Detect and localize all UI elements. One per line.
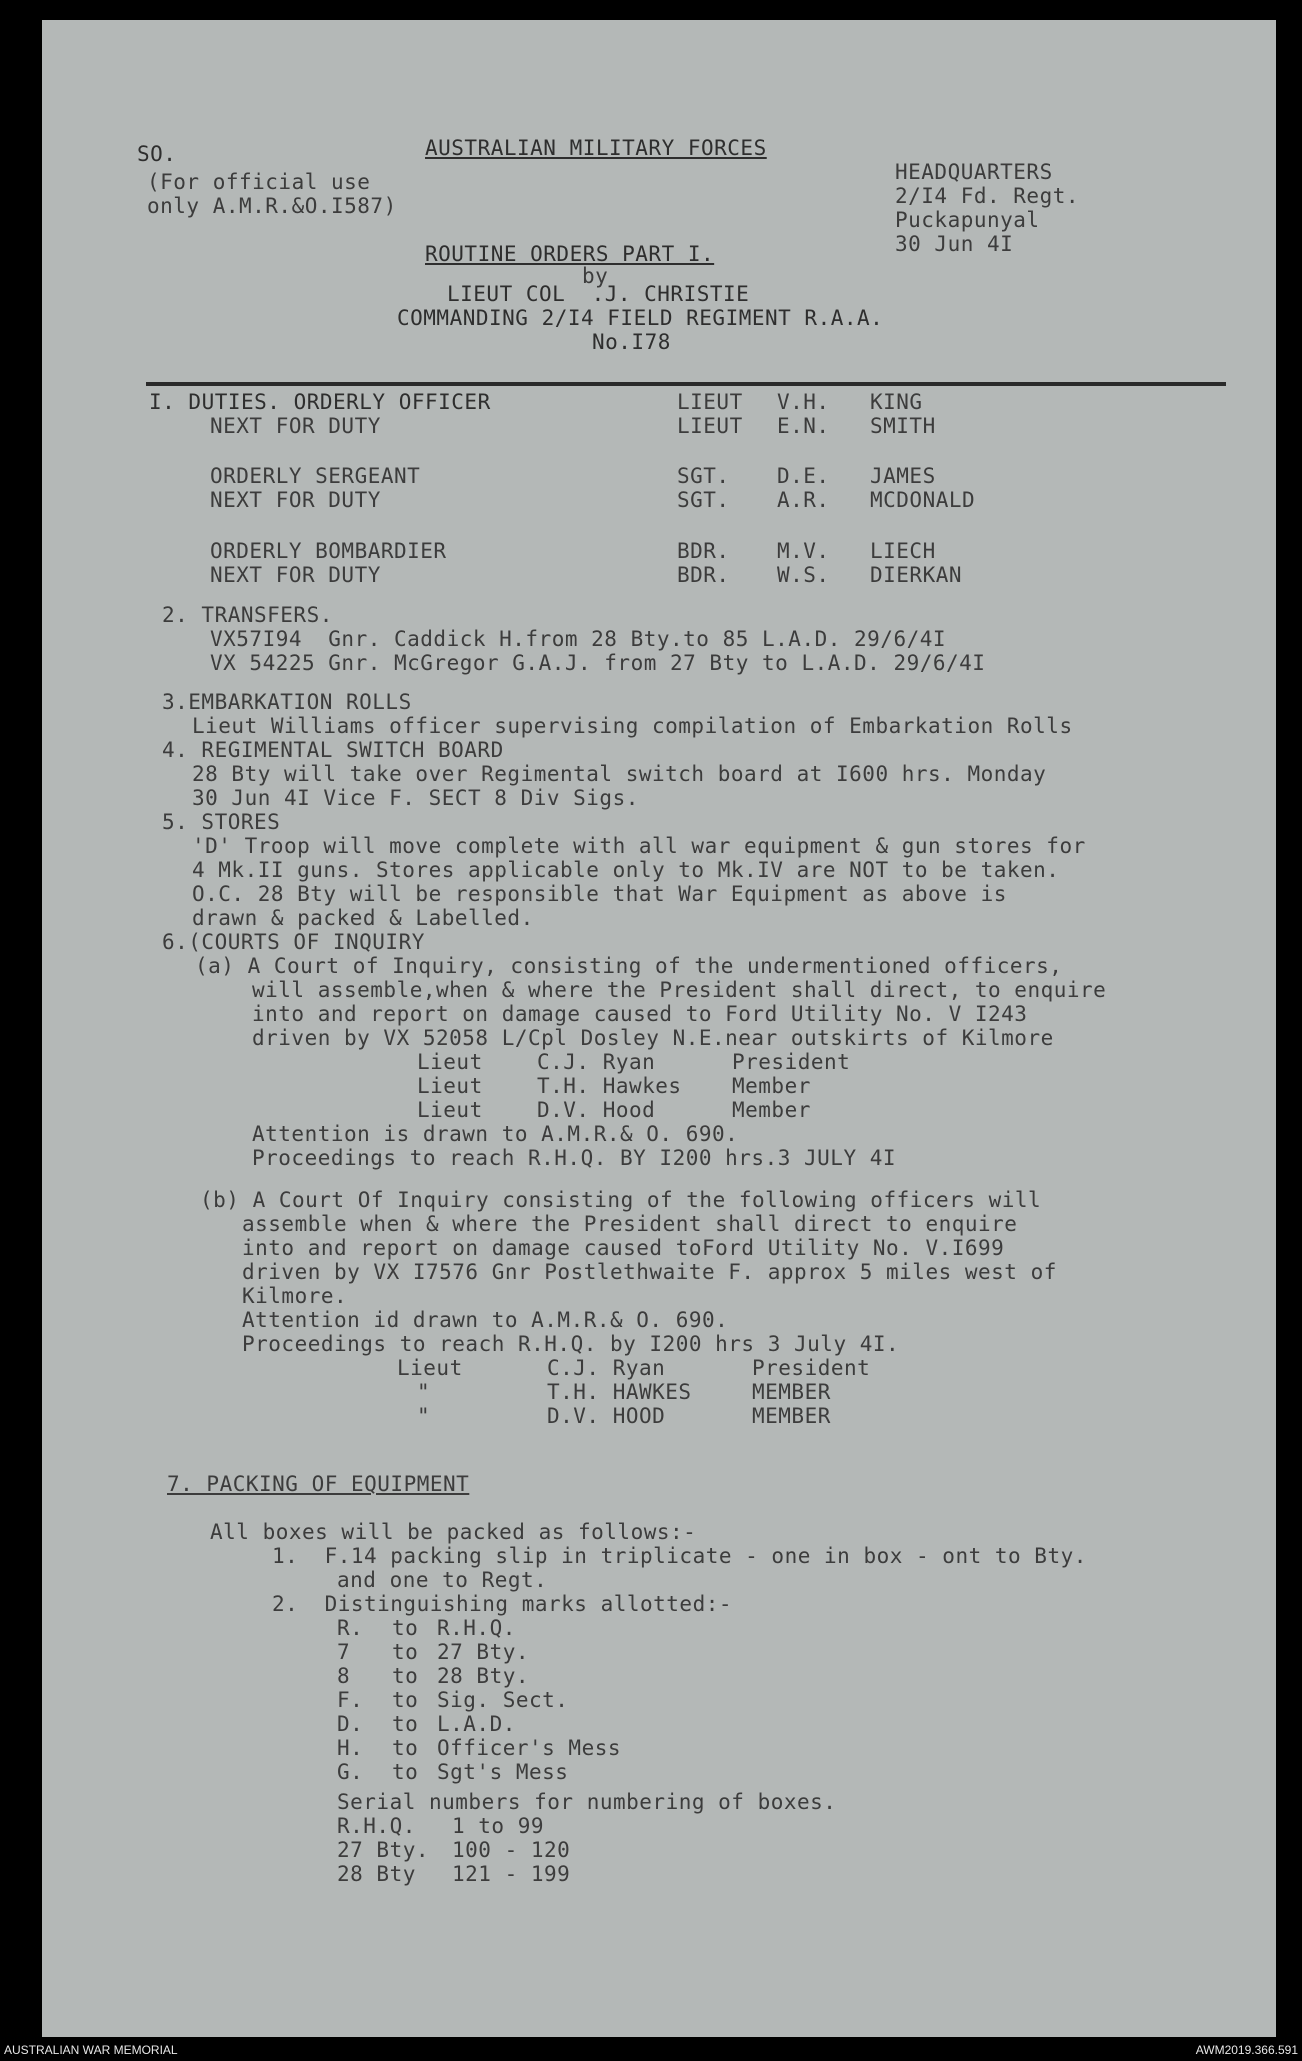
duty-name: SMITH — [870, 414, 936, 438]
section-5-heading: 5. STORES — [162, 810, 281, 834]
mark-code: D. — [337, 1712, 364, 1736]
mark-target: L.A.D. — [437, 1712, 516, 1736]
mark-target: Sgt's Mess — [437, 1760, 569, 1784]
hq-line-1: HEADQUARTERS — [895, 160, 1053, 184]
inquiry-a-text: will assemble,when & where the President shall direct, to enquire — [252, 978, 1107, 1002]
duty-name: LIECH — [870, 539, 936, 563]
member-rank: " — [417, 1380, 431, 1404]
transfer-line: VX 54225 Gnr. McGregor G.A.J. from 27 Bty to L.A.D. 29/6/4I — [210, 651, 986, 675]
section-7-intro: All boxes will be packed as follows:- — [210, 1520, 697, 1544]
mark-to: to — [392, 1688, 419, 1712]
serial-range: 1 to 99 — [452, 1814, 545, 1838]
member-name: C.J. Ryan — [537, 1050, 656, 1074]
serial-range: 100 - 120 — [452, 1838, 571, 1862]
packing-item-2: 2. Distinguishing marks allotted:- — [272, 1592, 733, 1616]
member-role: MEMBER — [752, 1404, 831, 1428]
section-4-heading: 4. REGIMENTAL SWITCH BOARD — [162, 738, 504, 762]
mark-to: to — [392, 1736, 419, 1760]
inquiry-b-text: Proceedings to reach R.H.Q. by I200 hrs 3 July 4I. — [242, 1332, 900, 1356]
member-name: C.J. Ryan — [547, 1356, 666, 1380]
member-name: T.H. HAWKES — [547, 1380, 692, 1404]
member-role: President — [752, 1356, 871, 1380]
member-rank: " — [417, 1404, 431, 1428]
duty-name: DIERKAN — [870, 563, 963, 587]
section-4-text: 28 Bty will take over Regimental switch board at I600 hrs. Monday — [192, 762, 1047, 786]
duty-initials: W.S. — [777, 563, 830, 587]
mark-code: F. — [337, 1688, 364, 1712]
serial-range: 121 - 199 — [452, 1862, 571, 1886]
inquiry-b-text: Kilmore. — [242, 1284, 348, 1308]
inquiry-a-text: (a) A Court of Inquiry, consisting of the undermentioned officers, — [195, 954, 1063, 978]
mark-to: to — [392, 1712, 419, 1736]
mark-to: to — [392, 1760, 419, 1784]
inquiry-a-text: Proceedings to reach R.H.Q. BY I200 hrs.3 JULY 4I — [252, 1146, 897, 1170]
member-name: D.V. Hood — [537, 1098, 656, 1122]
hq-line-3: Puckapunyal — [895, 208, 1040, 232]
archive-caption: AUSTRALIAN WAR MEMORIAL — [4, 2043, 178, 2057]
mark-code: G. — [337, 1760, 364, 1784]
member-role: Member — [732, 1074, 811, 1098]
official-use-line-2: only A.M.R.&O.I587) — [147, 194, 397, 218]
inquiry-b-text: driven by VX I7576 Gnr Postlethwaite F. approx 5 miles west of — [242, 1260, 1057, 1284]
section-2-heading: 2. TRANSFERS. — [162, 603, 333, 627]
mark-target: 28 Bty. — [437, 1664, 530, 1688]
serial-unit: R.H.Q. — [337, 1814, 416, 1838]
inquiry-b-text: Attention id drawn to A.M.R.& O. 690. — [242, 1308, 729, 1332]
serial-unit: 27 Bty. — [337, 1838, 430, 1862]
commanding-line: COMMANDING 2/I4 FIELD REGIMENT R.A.A. — [397, 306, 884, 330]
by-line: by — [582, 264, 609, 288]
member-name: D.V. HOOD — [547, 1404, 666, 1428]
member-role: MEMBER — [752, 1380, 831, 1404]
section-5-text: 'D' Troop will move complete with all war equipment & gun stores for — [192, 834, 1086, 858]
serial-unit: 28 Bty — [337, 1862, 416, 1886]
duty-name: MCDONALD — [870, 488, 976, 512]
packing-item-1: 1. F.14 packing slip in triplicate - one in box - ont to Bty. — [272, 1544, 1087, 1568]
mark-code: 8 — [337, 1664, 351, 1688]
duty-initials: E.N. — [777, 414, 830, 438]
member-role: Member — [732, 1098, 811, 1122]
document-title: ROUTINE ORDERS PART I. — [425, 242, 715, 266]
duty-rank: SGT. — [677, 464, 730, 488]
archive-reference: AWM2019.366.591 — [1195, 2043, 1298, 2057]
duty-name: KING — [870, 390, 923, 414]
member-rank: Lieut — [417, 1050, 483, 1074]
duty-rank: BDR. — [677, 563, 730, 587]
member-role: President — [732, 1050, 851, 1074]
section-6-heading: 6.(COURTS OF INQUIRY — [162, 930, 425, 954]
mark-target: 27 Bty. — [437, 1640, 530, 1664]
duty-label: ORDERLY BOMBARDIER — [210, 539, 447, 563]
inquiry-b-text: (b) A Court Of Inquiry consisting of the following officers will — [200, 1188, 1042, 1212]
organisation-heading: AUSTRALIAN MILITARY FORCES — [425, 136, 767, 160]
duty-label: NEXT FOR DUTY — [210, 488, 381, 512]
section-3-text: Lieut Williams officer supervising compilation of Embarkation Rolls — [192, 714, 1073, 738]
duty-label: ORDERLY SERGEANT — [210, 464, 421, 488]
order-number: No.I78 — [592, 330, 671, 354]
member-rank: Lieut — [417, 1098, 483, 1122]
inquiry-a-text: Attention is drawn to A.M.R.& O. 690. — [252, 1122, 739, 1146]
packing-item-1-cont: and one to Regt. — [337, 1568, 548, 1592]
inquiry-b-text: into and report on damage caused toFord Utility No. V.I699 — [242, 1236, 1005, 1260]
mark-code: H. — [337, 1736, 364, 1760]
section-5-text: O.C. 28 Bty will be responsible that War Equipment as above is — [192, 882, 1007, 906]
member-rank: Lieut — [397, 1356, 463, 1380]
transfer-line: VX57I94 Gnr. Caddick H.from 28 Bty.to 85 L.A.D. 29/6/4I — [210, 627, 947, 651]
mark-target: Officer's Mess — [437, 1736, 622, 1760]
section-5-text: 4 Mk.II guns. Stores applicable only to Mk.IV are NOT to be taken. — [192, 858, 1060, 882]
section-1-heading: I. DUTIES. ORDERLY OFFICER — [149, 390, 491, 414]
section-7-heading: 7. PACKING OF EQUIPMENT — [167, 1472, 470, 1496]
mark-code: R. — [337, 1616, 364, 1640]
header-rule — [146, 382, 1226, 386]
duty-initials: M.V. — [777, 539, 830, 563]
document-page — [42, 20, 1276, 2037]
mark-code: 7 — [337, 1640, 351, 1664]
duty-rank: SGT. — [677, 488, 730, 512]
duty-rank: BDR. — [677, 539, 730, 563]
hq-line-2: 2/I4 Fd. Regt. — [895, 184, 1080, 208]
section-3-heading: 3.EMBARKATION ROLLS — [162, 690, 412, 714]
mark-to: to — [392, 1616, 419, 1640]
official-use-line-1: (For official use — [147, 170, 371, 194]
duty-initials: A.R. — [777, 488, 830, 512]
serial-intro: Serial numbers for numbering of boxes. — [337, 1790, 837, 1814]
inquiry-b-text: assemble when & where the President shall direct to enquire — [242, 1212, 1018, 1236]
mark-to: to — [392, 1640, 419, 1664]
duty-initials: V.H. — [777, 390, 830, 414]
section-4-text: 30 Jun 4I Vice F. SECT 8 Div Sigs. — [192, 786, 639, 810]
duty-label: NEXT FOR DUTY — [210, 563, 381, 587]
duty-rank: LIEUT — [677, 390, 743, 414]
officer-name: LIEUT COL .J. CHRISTIE — [447, 282, 750, 306]
hq-line-4: 30 Jun 4I — [895, 232, 1014, 256]
duty-name: JAMES — [870, 464, 936, 488]
left-mark: SO. — [137, 142, 177, 166]
duty-rank: LIEUT — [677, 414, 743, 438]
inquiry-a-text: driven by VX 52058 L/Cpl Dosley N.E.near outskirts of Kilmore — [252, 1026, 1054, 1050]
section-5-text: drawn & packed & Labelled. — [192, 906, 534, 930]
duty-label: NEXT FOR DUTY — [210, 414, 381, 438]
mark-target: R.H.Q. — [437, 1616, 516, 1640]
mark-target: Sig. Sect. — [437, 1688, 569, 1712]
inquiry-a-text: into and report on damage caused to Ford Utility No. V I243 — [252, 1002, 1028, 1026]
member-name: T.H. Hawkes — [537, 1074, 682, 1098]
mark-to: to — [392, 1664, 419, 1688]
member-rank: Lieut — [417, 1074, 483, 1098]
duty-initials: D.E. — [777, 464, 830, 488]
